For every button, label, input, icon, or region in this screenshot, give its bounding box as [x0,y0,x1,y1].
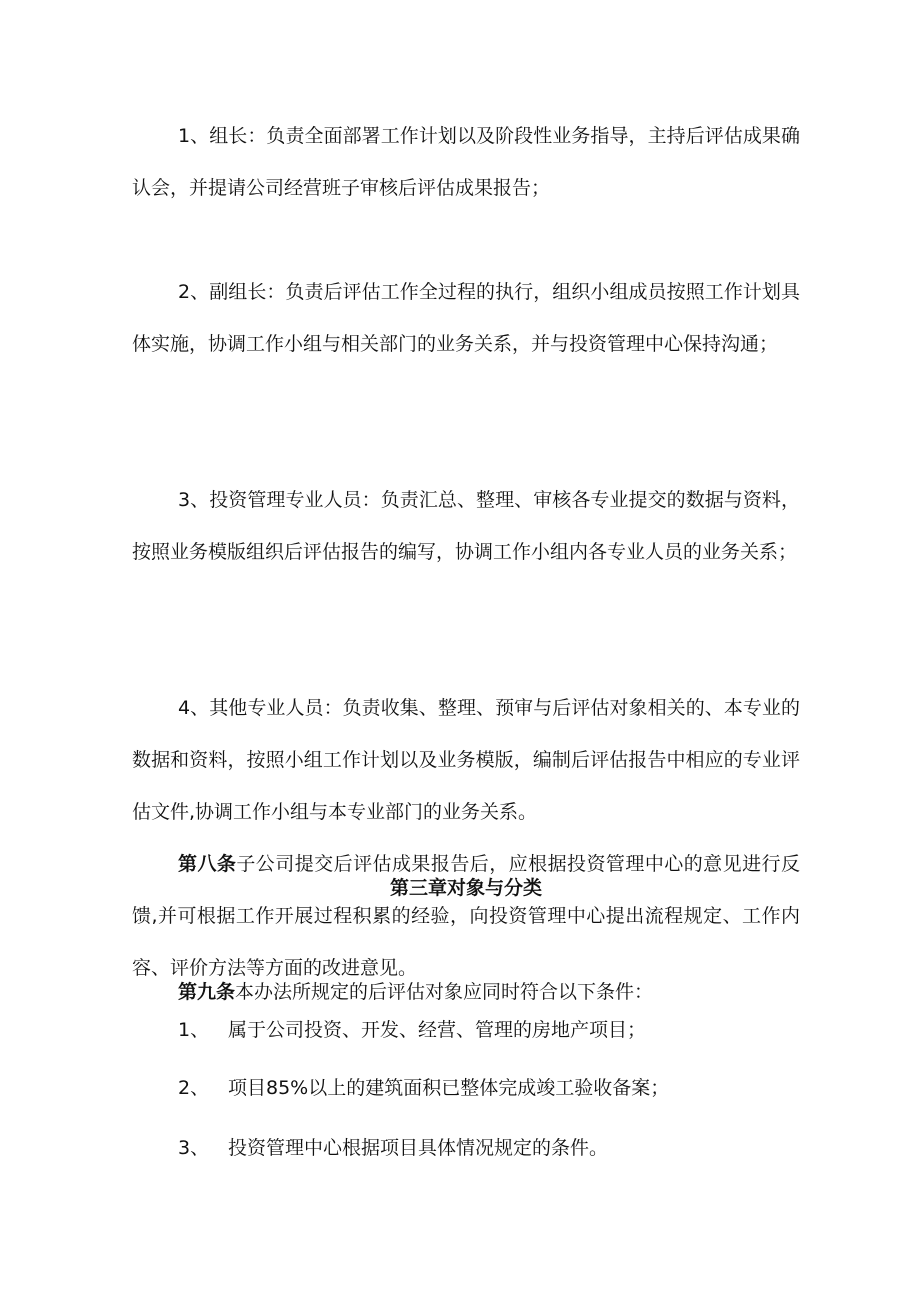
paragraph-investment-staff: 3、投资管理专业人员：负责汇总、整理、审核各专业提交的数据与资料，按照业务模版组织后评估报告的编写，协调工作小组内各专业人员的业务关系； [132,489,800,563]
paragraph-other-staff: 4、其他专业人员：负责收集、整理、预审与后评估对象相关的、本专业的数据和资料，按照小组工作计划以及业务模版，编制后评估报告中相应的专业评估文件,协调工作小组与本专业部门的业务关系。 [132,697,800,823]
condition-text: 项目85%以上的建筑面积已整体完成竣工验收备案； [228,1077,670,1099]
condition-text: 投资管理中心根据项目具体情况规定的条件。 [228,1137,609,1159]
condition-item [178,1062,798,1114]
article-8-text: 子公司提交后评估成果报告后，应根据投资管理中心的意见进行反馈,并可根据工作开展过程积累的经验，向投资管理中心提出流程规定、工作内容、评价方法等方面的改进意见。 [132,853,800,979]
condition-number: 3、 [178,1137,210,1159]
paragraph-team-leader: 1、组长：负责全面部署工作计划以及阶段性业务指导，主持后评估成果确认会，并提请公司经营班子审核后评估成果报告； [132,125,800,199]
chapter-3-title: 第三章对象与分类 [389,877,542,899]
article-8-label: 第八条 [178,853,237,875]
condition-number: 1、 [178,1019,210,1041]
condition-item [178,1122,798,1174]
condition-number: 2、 [178,1077,210,1099]
article-9-text: 本办法所规定的后评估对象应同时符合以下条件： [235,981,654,1003]
condition-text: 属于公司投资、开发、经营、管理的房地产项目； [228,1019,647,1041]
article-9-label: 第九条 [178,981,236,1003]
paragraph-deputy-leader: 2、副组长：负责后评估工作全过程的执行，组织小组成员按照工作计划具体实施，协调工作小组与相关部门的业务关系，并与投资管理中心保持沟通； [132,281,800,355]
condition-item [178,1004,798,1056]
